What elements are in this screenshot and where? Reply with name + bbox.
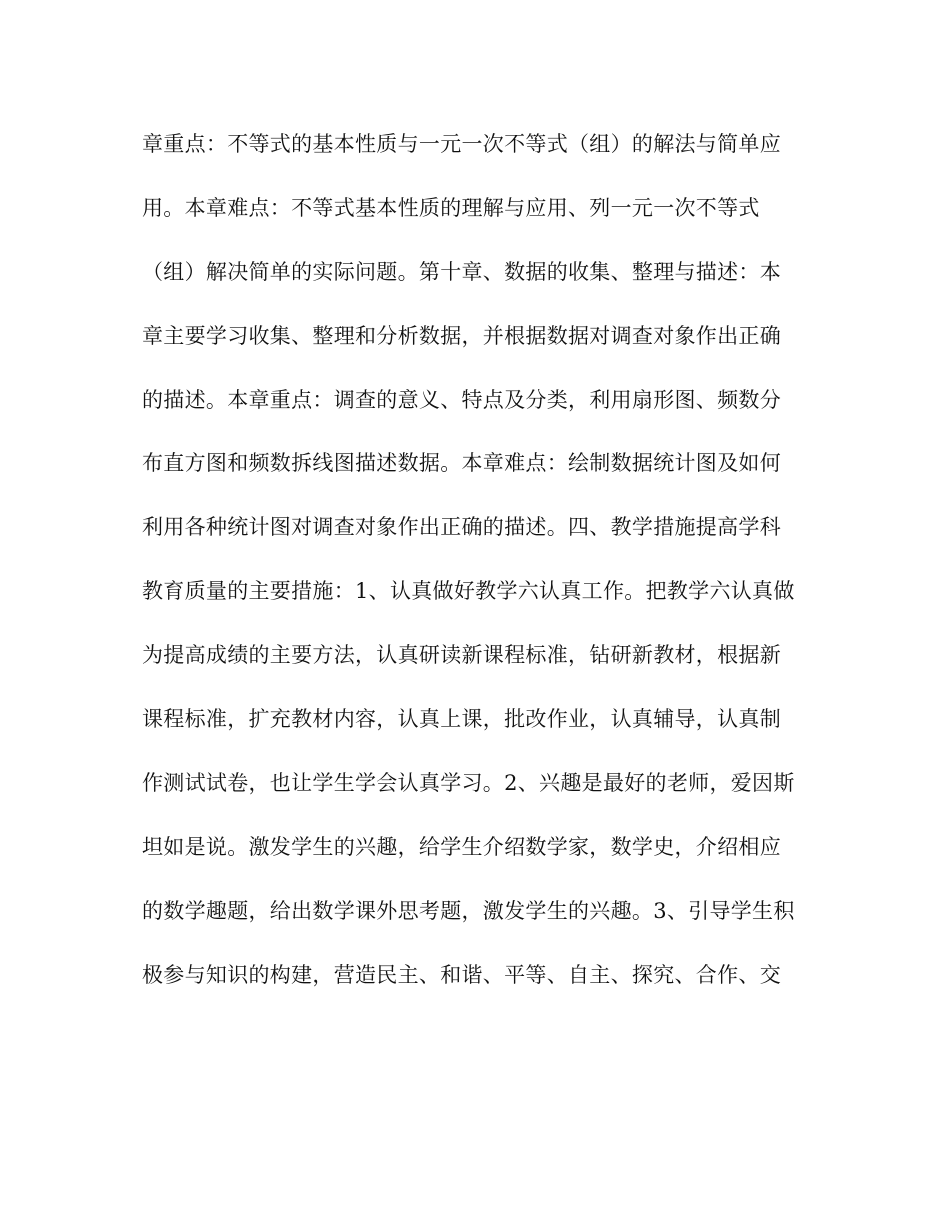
text-line: 的描述。本章重点：调查的意义、特点及分类，利用扇形图、频数分	[142, 387, 781, 412]
text-line: 章主要学习收集、整理和分析数据，并根据数据对调查对象作出正确	[142, 323, 781, 348]
text-line: 用。本章难点：不等式基本性质的理解与应用、列一元一次不等式	[142, 195, 760, 220]
text-line: 极参与知识的构建，营造民主、和谐、平等、自主、探究、合作、交	[142, 962, 781, 987]
text-line: （组）解决简单的实际问题。第十章、数据的收集、整理与描述：本	[142, 259, 781, 284]
text-line: 章重点：不等式的基本性质与一元一次不等式（组）的解法与简单应	[142, 132, 781, 156]
text-line: 作测试试卷，也让学生学会认真学习。2、兴趣是最好的老师，爱因斯	[142, 770, 795, 795]
text-line: 为提高成绩的主要方法，认真研读新课程标准，钻研新教材，根据新	[142, 643, 781, 668]
text-line: 布直方图和频数拆线图描述数据。本章难点：绘制数据统计图及如何	[142, 451, 781, 476]
text-line: 坦如是说。激发学生的兴趣，给学生介绍数学家，数学史，介绍相应	[142, 834, 781, 859]
document-body	[142, 125, 822, 1019]
text-line: 教育质量的主要措施：1、认真做好教学六认真工作。把教学六认真做	[142, 579, 795, 604]
text-line: 利用各种统计图对调查对象作出正确的描述。四、教学措施提高学科	[142, 515, 781, 540]
text-line: 的数学趣题，给出数学课外思考题，激发学生的兴趣。3、引导学生积	[142, 898, 795, 923]
text-line: 课程标准，扩充教材内容，认真上课，批改作业，认真辅导，认真制	[142, 707, 781, 732]
